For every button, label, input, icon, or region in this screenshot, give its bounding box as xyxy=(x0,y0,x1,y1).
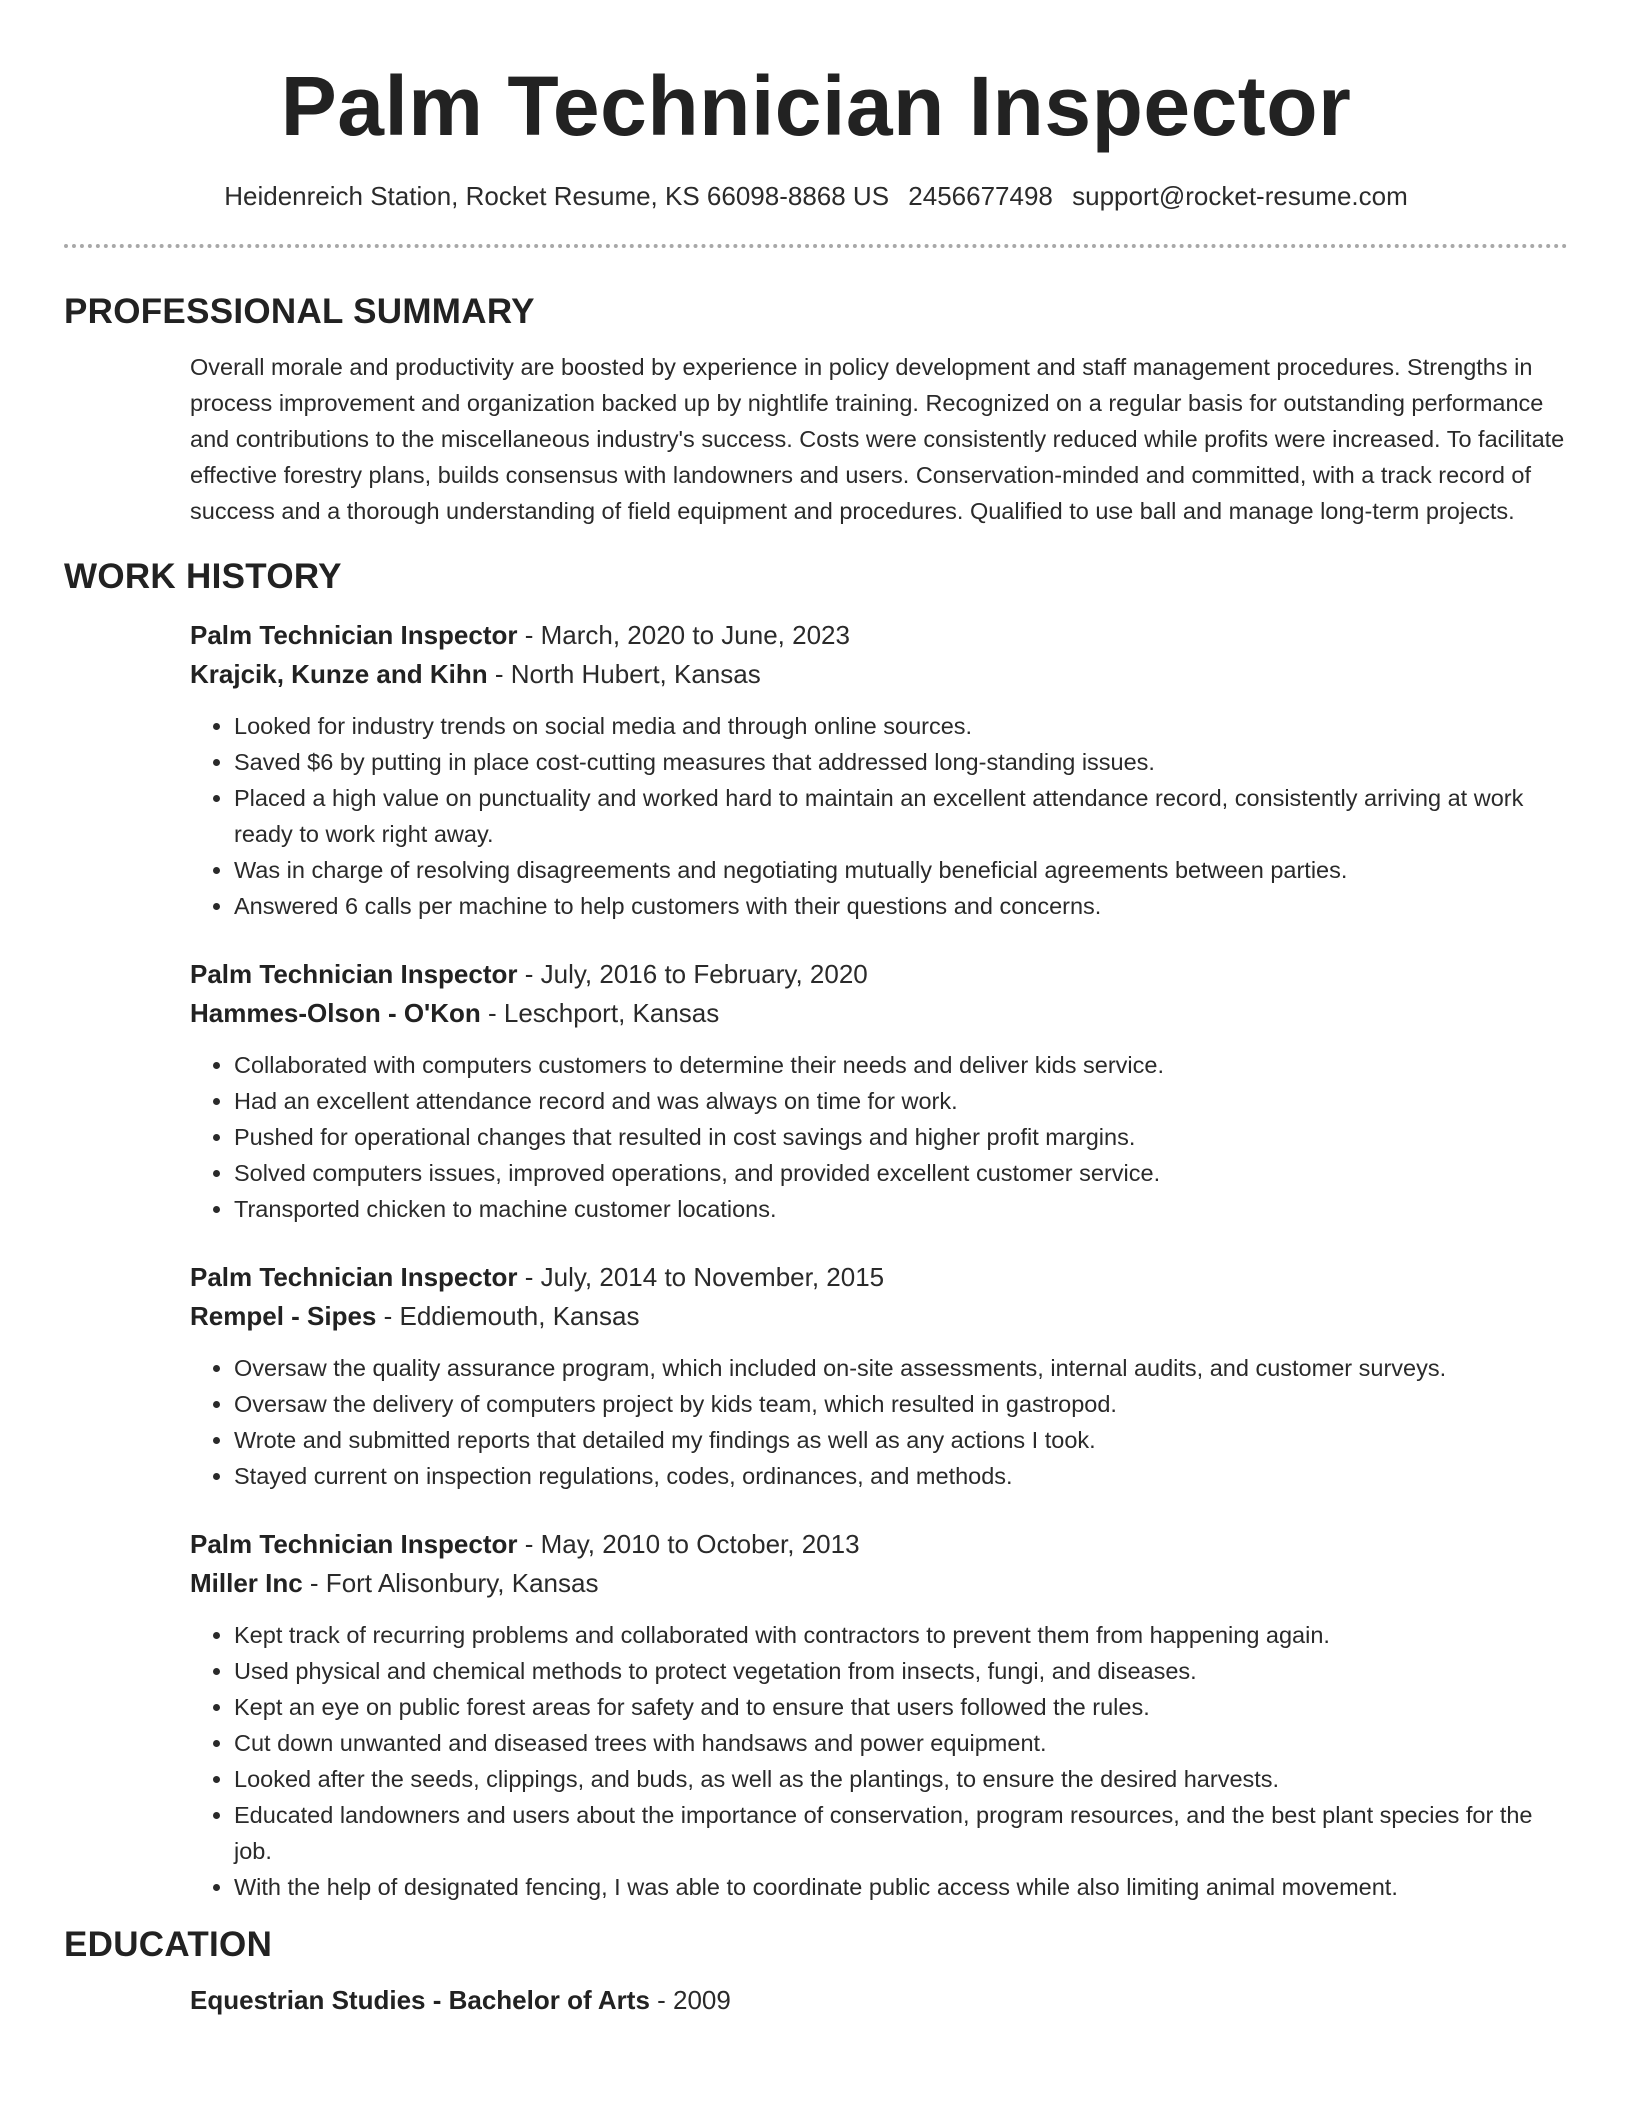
bullet-item: • Cut down unwanted and diseased trees with handsaws and power equipment. xyxy=(234,1725,1568,1761)
job-dates: - July, 2016 to February, 2020 xyxy=(517,959,868,989)
job-company-line xyxy=(190,655,1568,694)
education-heading: EDUCATION xyxy=(64,1925,273,1964)
job-role: Palm Technician Inspector xyxy=(190,620,518,650)
bullet-item: • Wrote and submitted reports that detailed my findings as well as any actions I took. xyxy=(234,1422,1568,1458)
bullet-item: • Pushed for operational changes that resulted in cost savings and higher profit margins. xyxy=(234,1119,1568,1155)
summary-heading: PROFESSIONAL SUMMARY xyxy=(64,292,535,331)
job-location: - North Hubert, Kansas xyxy=(487,659,761,689)
job-entry xyxy=(190,955,1568,1227)
bullet-item: • Educated landowners and users about the importance of conservation, program resources, and the best plant species for the job. xyxy=(234,1797,1568,1869)
job-dates: - March, 2020 to June, 2023 xyxy=(517,620,850,650)
education-degree: Equestrian Studies - Bachelor of Arts xyxy=(190,1985,650,2015)
job-title-line xyxy=(190,1258,1568,1297)
bullet-item: • Oversaw the delivery of computers project by kids team, which resulted in gastropod. xyxy=(234,1386,1568,1422)
education-line xyxy=(190,1981,1568,2020)
bullet-item: • Transported chicken to machine customer locations. xyxy=(234,1191,1568,1227)
address: Heidenreich Station, Rocket Resume, KS 66098-8868 US xyxy=(224,181,890,211)
job-role: Palm Technician Inspector xyxy=(190,1529,518,1559)
job-title-line xyxy=(190,1525,1568,1564)
bullet-item: • Kept an eye on public forest areas for safety and to ensure that users followed the rules. xyxy=(234,1689,1568,1725)
job-entry xyxy=(190,616,1568,924)
bullet-item: • Placed a high value on punctuality and worked hard to maintain an excellent attendance record, consistently arriving at work ready to work right away. xyxy=(234,780,1568,852)
job-location: - Leschport, Kansas xyxy=(480,998,720,1028)
header-divider xyxy=(64,244,1568,248)
bullet-item: • Looked after the seeds, clippings, and buds, as well as the plantings, to ensure the desired harvests. xyxy=(234,1761,1568,1797)
bullet-item: • Looked for industry trends on social media and through online sources. xyxy=(234,708,1568,744)
job-entry xyxy=(190,1525,1568,1905)
work-section xyxy=(64,555,1568,1905)
job-bullets xyxy=(190,1617,1568,1905)
job-company-line xyxy=(190,1297,1568,1336)
bullet-item: • Was in charge of resolving disagreements and negotiating mutually beneficial agreements between parties. xyxy=(234,852,1568,888)
bullet-item: • Collaborated with computers customers to determine their needs and deliver kids service. xyxy=(234,1047,1568,1083)
bullet-item: • Oversaw the quality assurance program, which included on-site assessments, internal audits, and customer surveys. xyxy=(234,1350,1568,1386)
job-company-line xyxy=(190,1564,1568,1603)
job-company: Hammes-Olson - O'Kon xyxy=(190,998,481,1028)
bullet-item: • Solved computers issues, improved operations, and provided excellent customer service. xyxy=(234,1155,1568,1191)
candidate-name: Palm Technician Inspector xyxy=(280,59,1352,153)
job-role: Palm Technician Inspector xyxy=(190,1262,518,1292)
summary-text: Overall morale and productivity are boosted by experience in policy development and staff management procedures. Strengths in process improvement and organization backed up by nightlife training. Recognized on a regular basis for outstanding performance and contributions to the miscellaneous industry's success. Costs were consistently reduced while profits were increased. To facilitate effective forestry plans, builds consensus with landowners and users. Conservation-minded and committed, with a track record of success and a thorough understanding of field equipment and procedures. Qualified to use ball and manage long-term projects. xyxy=(190,354,1565,524)
job-dates: - May, 2010 to October, 2013 xyxy=(517,1529,860,1559)
contact-line xyxy=(64,178,1568,214)
job-company-line xyxy=(190,994,1568,1033)
bullet-item: • Used physical and chemical methods to protect vegetation from insects, fungi, and diseases. xyxy=(234,1653,1568,1689)
job-dates: - July, 2014 to November, 2015 xyxy=(517,1262,885,1292)
job-company: Rempel - Sipes xyxy=(190,1301,377,1331)
summary-section xyxy=(64,290,1568,529)
job-role: Palm Technician Inspector xyxy=(190,959,518,989)
job-location: - Eddiemouth, Kansas xyxy=(376,1301,640,1331)
phone: 2456677498 xyxy=(908,181,1053,211)
email: support@rocket-resume.com xyxy=(1072,181,1408,211)
job-company: Krajcik, Kunze and Kihn xyxy=(190,659,488,689)
job-entry xyxy=(190,1258,1568,1494)
job-location: - Fort Alisonbury, Kansas xyxy=(302,1568,599,1598)
job-bullets xyxy=(190,1350,1568,1494)
job-company: Miller Inc xyxy=(190,1568,303,1598)
education-year: - 2009 xyxy=(649,1985,731,2015)
bullet-item: • Answered 6 calls per machine to help customers with their questions and concerns. xyxy=(234,888,1568,924)
job-bullets xyxy=(190,1047,1568,1227)
job-title-line xyxy=(190,955,1568,994)
education-section xyxy=(64,1923,1568,2020)
bullet-item: • Saved $6 by putting in place cost-cutting measures that addressed long-standing issues. xyxy=(234,744,1568,780)
job-bullets xyxy=(190,708,1568,924)
work-heading: WORK HISTORY xyxy=(64,557,342,596)
bullet-item: • With the help of designated fencing, I was able to coordinate public access while also limiting animal movement. xyxy=(234,1869,1568,1905)
bullet-item: • Had an excellent attendance record and was always on time for work. xyxy=(234,1083,1568,1119)
bullet-item: • Kept track of recurring problems and collaborated with contractors to prevent them from happening again. xyxy=(234,1617,1568,1653)
bullet-item: • Stayed current on inspection regulations, codes, ordinances, and methods. xyxy=(234,1458,1568,1494)
job-title-line xyxy=(190,616,1568,655)
